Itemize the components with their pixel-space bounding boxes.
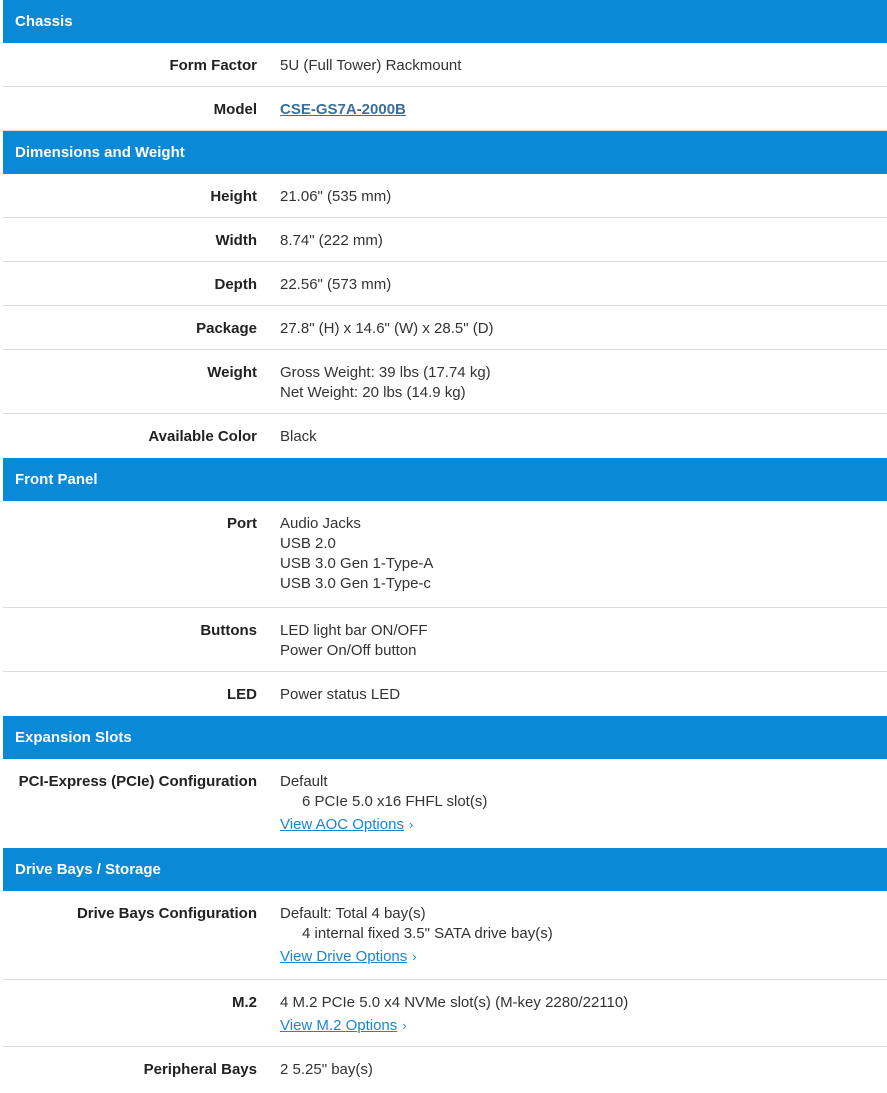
spec-value-subline: 4 internal fixed 3.5" SATA drive bay(s) <box>302 925 553 942</box>
view-aoc-options-label: View AOC Options <box>280 816 404 833</box>
spec-value: 2 5.25" bay(s) <box>280 1061 373 1078</box>
spec-value-line: Default: Total 4 bay(s) <box>280 905 426 922</box>
spec-label: Port <box>227 515 257 532</box>
view-drive-options-label: View Drive Options <box>280 948 408 965</box>
chevron-right-icon: › <box>408 817 414 832</box>
spec-row-weight <box>3 350 887 414</box>
spec-value-line: Default <box>280 773 328 790</box>
spec-value-line: Net Weight: 20 lbs (14.9 kg) <box>280 384 466 401</box>
view-drive-options-link[interactable] <box>280 947 407 967</box>
view-m2-options-link[interactable] <box>280 1016 397 1036</box>
spec-label: Buttons <box>200 622 257 639</box>
spec-row-buttons <box>3 608 887 672</box>
spec-value-line: LED light bar ON/OFF <box>280 622 428 639</box>
spec-row-pcie-configuration <box>3 759 887 848</box>
section-header-drive-bays: Drive Bays / Storage <box>3 848 887 891</box>
spec-label: Weight <box>207 364 257 381</box>
spec-label: Width <box>215 232 257 249</box>
spec-row-form-factor <box>3 43 887 87</box>
spec-value: 27.8" (H) x 14.6" (W) x 28.5" (D) <box>280 320 494 337</box>
spec-row-height <box>3 174 887 218</box>
spec-label: Peripheral Bays <box>143 1061 257 1078</box>
spec-value: Black <box>280 428 317 445</box>
spec-label: Depth <box>214 276 257 293</box>
spec-row-peripheral-bays <box>3 1047 887 1091</box>
spec-value-line: Audio Jacks <box>280 515 361 532</box>
spec-label: Model <box>213 101 257 118</box>
spec-value-line: Power On/Off button <box>280 642 417 659</box>
spec-row-drive-bays-configuration <box>3 891 887 980</box>
spec-label: Available Color <box>148 428 257 445</box>
spec-label: PCI-Express (PCIe) Configuration <box>18 773 257 790</box>
section-header-chassis: Chassis <box>3 0 887 43</box>
spec-label: Drive Bays Configuration <box>76 905 257 922</box>
spec-value-line: USB 3.0 Gen 1-Type-c <box>280 575 431 592</box>
spec-value-subline: 6 PCIe 5.0 x16 FHFL slot(s) <box>302 793 488 810</box>
spec-row-m2 <box>3 980 887 1047</box>
spec-value-line: USB 2.0 <box>280 535 336 552</box>
view-m2-options-label: View M.2 Options <box>280 1017 398 1034</box>
spec-value: 22.56" (573 mm) <box>280 276 392 293</box>
spec-value: Power status LED <box>280 686 401 703</box>
spec-row-package <box>3 306 887 350</box>
spec-label: M.2 <box>231 994 257 1011</box>
spec-row-available-color <box>3 414 887 458</box>
section-header-expansion-slots: Expansion Slots <box>3 716 887 759</box>
section-header-front-panel: Front Panel <box>3 458 887 501</box>
spec-row-model <box>3 87 887 131</box>
section-header-dimensions: Dimensions and Weight <box>3 131 887 174</box>
spec-label: Form Factor <box>169 57 257 74</box>
spec-value-line: USB 3.0 Gen 1-Type-A <box>280 555 434 572</box>
spec-label: Height <box>210 188 257 205</box>
spec-label: Package <box>196 320 257 337</box>
spec-value: 5U (Full Tower) Rackmount <box>280 57 462 74</box>
spec-row-width <box>3 218 887 262</box>
chevron-right-icon: › <box>412 949 417 964</box>
spec-value-line: Gross Weight: 39 lbs (17.74 kg) <box>280 364 491 381</box>
view-aoc-options-link[interactable] <box>280 815 404 835</box>
spec-row-port <box>3 501 887 608</box>
model-link[interactable]: CSE-GS7A-2000B <box>280 101 406 118</box>
spec-row-led <box>3 672 887 716</box>
spec-value: 8.74" (222 mm) <box>280 232 383 249</box>
spec-label: LED <box>227 686 257 703</box>
spec-value-line: 4 M.2 PCIe 5.0 x4 NVMe slot(s) (M-key 2280/22110) <box>280 994 629 1011</box>
spec-value: 21.06" (535 mm) <box>280 188 392 205</box>
spec-row-depth <box>3 262 887 306</box>
chevron-right-icon: › <box>402 1018 407 1033</box>
